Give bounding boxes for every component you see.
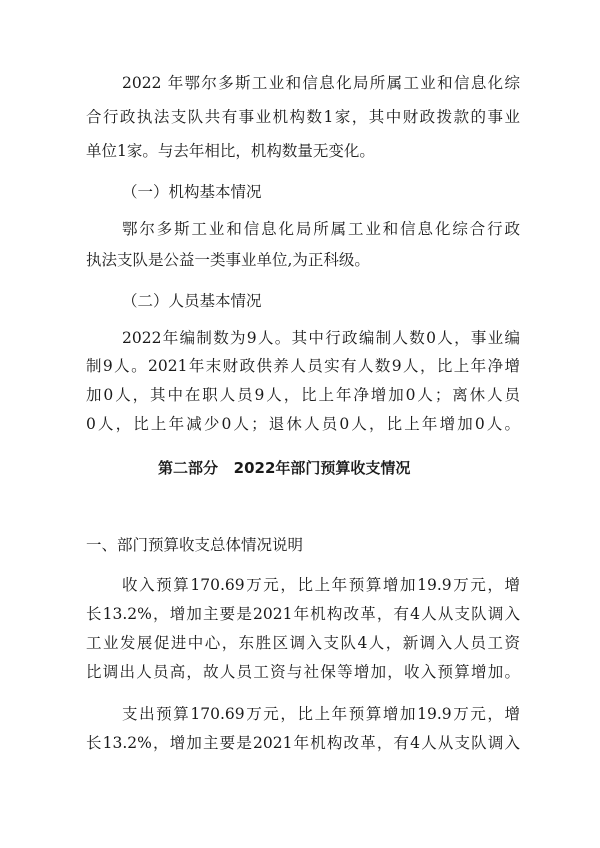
intro-line-3: 单位1家。与去年相比，机构数量无变化。 [86,142,375,160]
section2-body-line-1: 2022年编制数为9人。其中行政编制人数0人，事业编 [122,329,520,347]
section2-body-line-3: 加0人，其中在职人员9人，比上年净增加0人；离休人员 [86,386,520,404]
section2-body-line-2: 制9人。2021年末财政供养人员实有人数9人，比上年净增 [86,357,520,375]
section1-body-line-2: 执法支队是公益一类事业单位,为正科级。 [86,251,370,269]
part2-sub-heading: 一、部门预算收支总体情况说明 [86,536,304,554]
section1-body-line-1: 鄂尔多斯工业和信息化局所属工业和信息化综合行政 [122,220,520,238]
expense-line-2: 长13.2%，增加主要是2021年机构改革，有4人从支队调入 [86,734,520,752]
section2-heading: （二）人员基本情况 [122,292,262,310]
section1-heading: （一）机构基本情况 [122,183,262,201]
income-line-3: 工业发展促进中心，东胜区调入支队4人，新调入人员工资 [86,634,520,652]
intro-line-2: 合行政执法支队共有事业机构数1家，其中财政拨款的事业 [86,108,520,126]
income-line-4: 比调出人员高，故人员工资与社保等增加，收入预算增加。 [86,663,520,681]
part2-title: 第二部分 2022年部门预算收支情况 [158,459,411,477]
section2-body-line-4: 0人，比上年减少0人；退休人员0人，比上年增加0人。 [86,415,520,433]
income-line-2: 长13.2%，增加主要是2021年机构改革，有4人从支队调入 [86,605,520,623]
income-line-1: 收入预算170.69万元，比上年预算增加19.9万元，增 [122,576,520,594]
intro-line-1: 2022 年鄂尔多斯工业和信息化局所属工业和信息化综 [122,74,520,92]
expense-line-1: 支出预算170.69万元，比上年预算增加19.9万元，增 [122,705,520,723]
